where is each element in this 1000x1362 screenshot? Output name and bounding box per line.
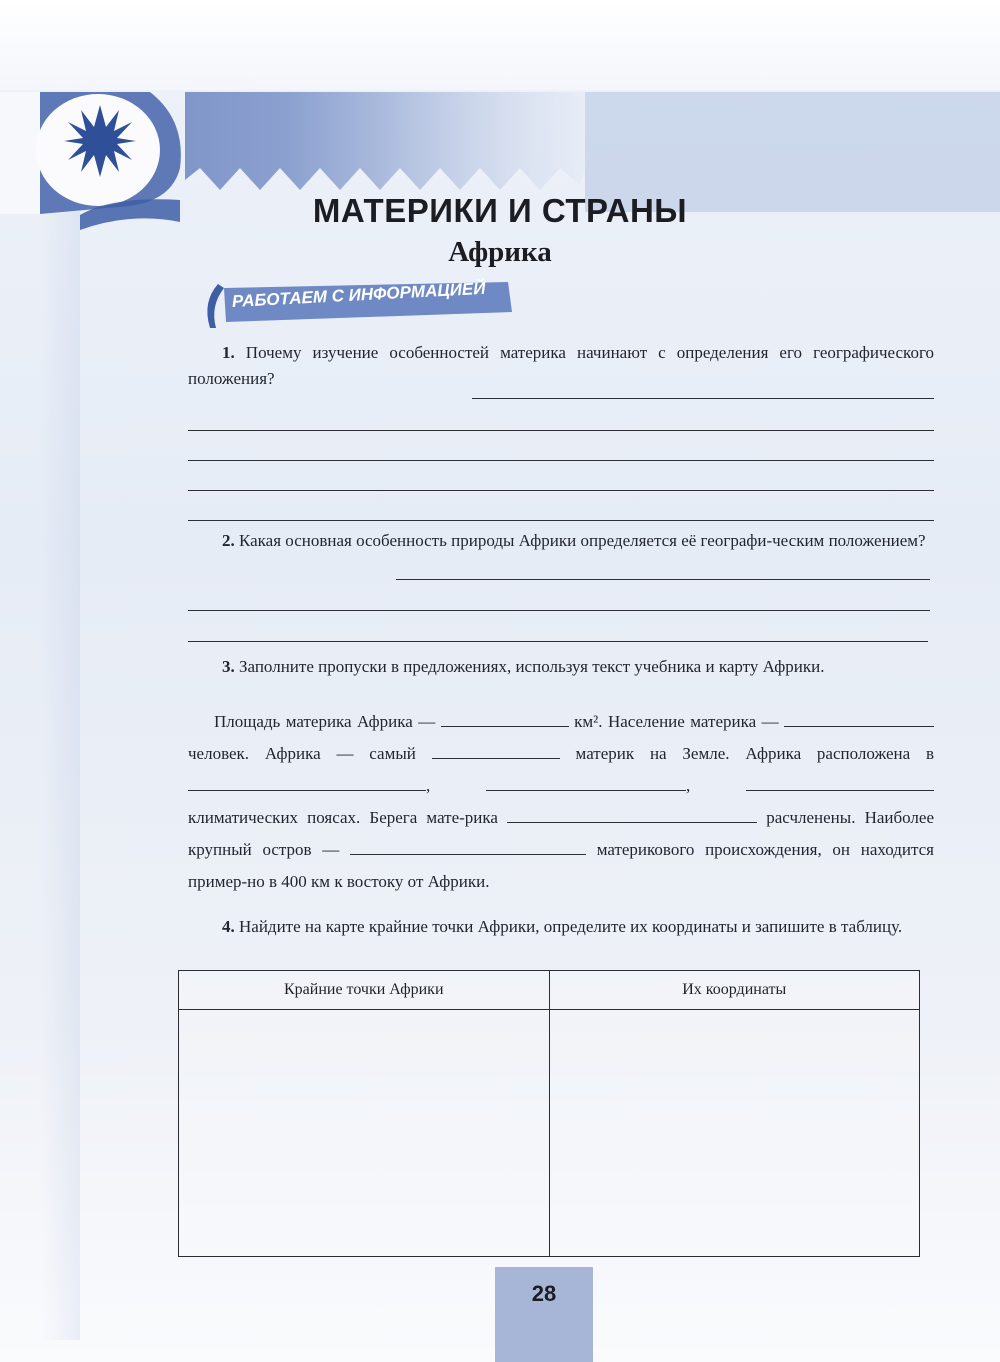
page-number: 28	[531, 1281, 557, 1306]
answer-line-1-3[interactable]	[188, 460, 934, 461]
fill-blank-island[interactable]	[350, 837, 586, 855]
fill-blank-superlative[interactable]	[432, 741, 560, 759]
table-header-row	[179, 971, 920, 1010]
question-2	[188, 528, 934, 554]
page-subtitle: Африка	[448, 236, 552, 268]
question-2-number: 2.	[222, 531, 235, 550]
fill-text-4: материк на Земле. Африка расположена в	[575, 744, 935, 763]
question-3-number: 3.	[222, 657, 235, 676]
fill-blank-belt-3[interactable]	[746, 773, 934, 791]
answer-line-2-2[interactable]	[188, 610, 930, 611]
table-header-coordinates: Их координаты	[549, 971, 920, 1010]
fill-blank-belt-2[interactable]	[486, 773, 686, 791]
page-number-box	[495, 1267, 593, 1362]
question-3-fill-paragraph	[188, 706, 934, 898]
table-header-extreme-points: Крайние точки Африки	[179, 971, 550, 1010]
left-margin-band	[40, 190, 80, 1340]
fill-text-9: материкового происхождения, он находится пример-но в	[188, 840, 934, 891]
answer-line-1-2[interactable]	[188, 430, 934, 431]
question-1-text: Почему изучение особенностей материка начинают с определения его географического положения?	[188, 343, 935, 388]
question-3-prompt	[188, 654, 934, 680]
answer-line-1-4[interactable]	[188, 490, 934, 491]
question-4	[188, 914, 934, 940]
answer-line-1-5[interactable]	[188, 520, 934, 521]
page-title: МАТЕРИКИ И СТРАНЫ	[312, 192, 688, 229]
fill-text-5: ,	[426, 776, 431, 795]
fill-text-3: человек. Африка — самый	[188, 744, 416, 763]
answer-line-2-3[interactable]	[188, 641, 928, 642]
question-1-number: 1.	[222, 343, 235, 362]
fill-text-1: Площадь материка Африка —	[214, 712, 436, 731]
table-row	[179, 1010, 920, 1257]
fill-text-2: км². Население материка —	[574, 712, 779, 731]
fill-blank-area[interactable]	[441, 709, 569, 727]
coordinates-table	[178, 970, 920, 1257]
answer-line-1-1[interactable]	[472, 398, 934, 399]
fill-text-6: ,	[686, 776, 691, 795]
fill-blank-belt-1[interactable]	[188, 773, 426, 791]
table-cell-coordinates[interactable]	[549, 1010, 920, 1257]
star-burst-icon	[62, 103, 138, 179]
question-1	[188, 340, 934, 392]
fill-text-8: расчленены. Наиболее крупный остров —	[188, 808, 934, 859]
fill-blank-population[interactable]	[784, 709, 934, 727]
question-3-text: Заполните пропуски в предложениях, используя текст учебника и карту Африки.	[239, 657, 825, 676]
section-label: РАБОТАЕМ С ИНФОРМАЦИЕЙ	[231, 278, 486, 311]
table-cell-extreme-points[interactable]	[179, 1010, 550, 1257]
question-4-number: 4.	[222, 917, 235, 936]
answer-line-2-1[interactable]	[396, 579, 930, 580]
question-4-text: Найдите на карте крайние точки Африки, определите их координаты и запишите в таблицу.	[239, 917, 903, 936]
fill-text-7: климатических поясах. Берега мате-рика	[188, 808, 498, 827]
fill-text-10: 400 км к востоку от Африки.	[281, 872, 490, 891]
fill-blank-coast[interactable]	[507, 805, 757, 823]
question-2-text: Какая основная особенность природы Африки определяется её географи-ческим положением?	[239, 531, 926, 550]
